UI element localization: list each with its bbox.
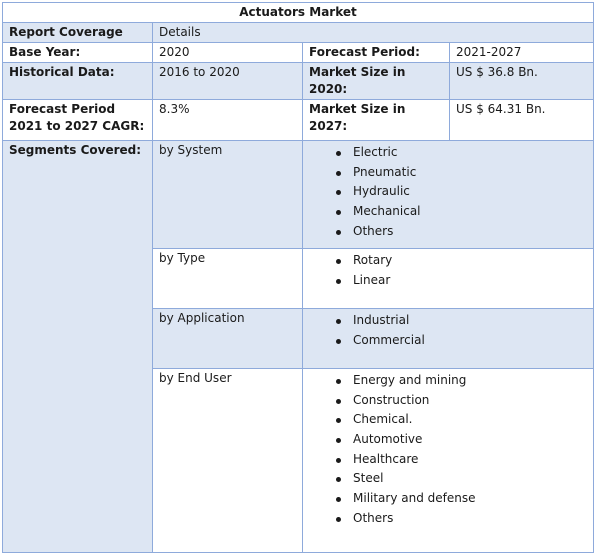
market-size-2027-value: US $ 64.31 Bn. — [450, 100, 594, 141]
list-item: Energy and mining — [309, 371, 587, 391]
list-item: Mechanical — [309, 202, 587, 222]
segment-group-name: by System — [153, 141, 303, 249]
market-size-2027-label: Market Size in 2027: — [303, 100, 450, 141]
segment-group-name: by End User — [153, 369, 303, 553]
segment-row-system — [3, 141, 594, 249]
forecast-period-value: 2021-2027 — [450, 43, 594, 63]
list-item: Healthcare — [309, 450, 587, 470]
list-item: Rotary — [309, 251, 587, 271]
segment-group-items — [303, 141, 594, 249]
segment-group-items — [303, 369, 594, 553]
list-item: Industrial — [309, 311, 587, 331]
coverage-row — [3, 23, 594, 43]
list-item: Automotive — [309, 430, 587, 450]
historical-row — [3, 63, 594, 100]
segment-group-name: by Type — [153, 249, 303, 309]
list-item: Others — [309, 222, 587, 242]
list-item: Commercial — [309, 331, 587, 351]
list-item: Steel — [309, 469, 587, 489]
list-item: Hydraulic — [309, 182, 587, 202]
segment-group-items — [303, 309, 594, 369]
market-size-2020-value: US $ 36.8 Bn. — [450, 63, 594, 100]
base-year-value: 2020 — [153, 43, 303, 63]
historical-label: Historical Data: — [3, 63, 153, 100]
list-item: Linear — [309, 271, 587, 291]
market-size-2020-label: Market Size in 2020: — [303, 63, 450, 100]
coverage-label: Report Coverage — [3, 23, 153, 43]
title-row — [3, 3, 594, 23]
list-item: Others — [309, 509, 587, 529]
list-item: Military and defense — [309, 489, 587, 509]
segment-group-name: by Application — [153, 309, 303, 369]
base-year-row — [3, 43, 594, 63]
base-year-label: Base Year: — [3, 43, 153, 63]
cagr-row — [3, 100, 594, 141]
forecast-period-label: Forecast Period: — [303, 43, 450, 63]
actuators-market-table — [2, 2, 594, 553]
list-item: Pneumatic — [309, 163, 587, 183]
cagr-value: 8.3% — [153, 100, 303, 141]
coverage-value: Details — [153, 23, 594, 43]
list-item: Chemical. — [309, 410, 587, 430]
segment-group-items — [303, 249, 594, 309]
table-title: Actuators Market — [3, 3, 594, 23]
historical-value: 2016 to 2020 — [153, 63, 303, 100]
cagr-label: Forecast Period 2021 to 2027 CAGR: — [3, 100, 153, 141]
list-item: Electric — [309, 143, 587, 163]
segments-label: Segments Covered: — [3, 141, 153, 553]
list-item: Construction — [309, 391, 587, 411]
